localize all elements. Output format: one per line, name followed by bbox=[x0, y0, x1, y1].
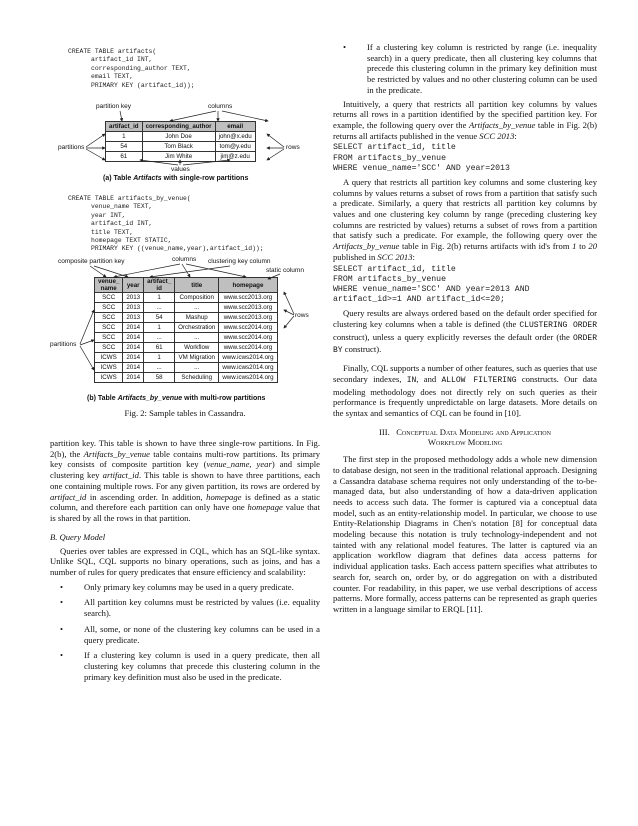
arrow-columns-a-3 bbox=[222, 111, 268, 121]
arrow-partitions-b-1 bbox=[80, 310, 94, 344]
table-cell: 2014 bbox=[123, 323, 144, 333]
table-cell: 2014 bbox=[123, 353, 144, 363]
figure-2 bbox=[50, 48, 320, 443]
table-cell: www.scc2014.org bbox=[219, 343, 277, 353]
arrow-partitions-b-3 bbox=[80, 346, 94, 370]
label-partitions-a: partitions bbox=[58, 144, 85, 151]
arrow-partition-key-a bbox=[120, 111, 122, 121]
label-rows-b: rows bbox=[295, 312, 309, 319]
table-cell: Orchestration bbox=[175, 323, 219, 333]
table-header-cell: email bbox=[215, 122, 255, 132]
table-cell: 2014 bbox=[123, 363, 144, 373]
subsection-query-model: B. Query Model bbox=[50, 531, 106, 542]
code-create-artifacts: CREATE TABLE artifacts( artifact_id INT, corresponding_author TEXT, email TEXT, PRIMARY KEY (artifact_id)); bbox=[68, 48, 195, 89]
table-cell: ICWS bbox=[95, 353, 123, 363]
arrow-rows-b-3 bbox=[284, 316, 294, 328]
right-paragraph-4: Finally, CQL supports a number of other features, such as queries that use secondary indexes, IN, and ALLOW FILTERING constructs. Our data modeling methodology does not directly rely on such queries as their performance is frequently unpredictable on large datasets. More details on the syntax and semantics of CQL can be found in [10]. bbox=[333, 363, 598, 418]
table-cell: ... bbox=[175, 363, 219, 373]
table-cell: Workflow bbox=[175, 343, 219, 353]
table-cell: 2014 bbox=[123, 343, 144, 353]
table-cell: SCC bbox=[95, 303, 123, 313]
table-cell: www.scc2013.org bbox=[219, 293, 277, 303]
arrow-values-a-3 bbox=[183, 160, 230, 165]
code-create-artifacts-by-venue: CREATE TABLE artifacts_by_venue( venue_name TEXT, year INT, artifact_id INT, title TEXT, homepage TEXT STATIC, PRIMARY KEY ((venue_name,year),artifact_id)); bbox=[68, 195, 264, 253]
table-cell: www.scc2013.org bbox=[219, 303, 277, 313]
table-cell: SCC bbox=[95, 343, 123, 353]
table-cell: Jim White bbox=[142, 152, 215, 162]
table-header-cell: corresponding_author bbox=[142, 122, 215, 132]
table-header-cell: year bbox=[123, 278, 144, 293]
table-cell: ... bbox=[144, 333, 175, 343]
table-cell: Tom Black bbox=[142, 142, 215, 152]
arrow-partitions-b-2 bbox=[80, 340, 94, 345]
table-cell: 58 bbox=[144, 373, 175, 383]
figure-arrows bbox=[50, 48, 320, 443]
query-rules-list bbox=[50, 582, 320, 683]
label-partition-key-a: partition key bbox=[96, 103, 132, 110]
bullet-item: • All partition key columns must be restricted by values (i.e. equality search). bbox=[60, 597, 320, 619]
table-cell: 1 bbox=[144, 323, 175, 333]
table-cell: 2013 bbox=[123, 293, 144, 303]
section-heading-iii: III. Conceptual Data Modeling and Application Workflow Modeling bbox=[379, 426, 551, 448]
table-cell: 1 bbox=[106, 132, 143, 142]
arrow-columns-a-1 bbox=[170, 111, 216, 121]
table-cell: www.icws2014.org bbox=[219, 373, 277, 383]
table-cell: www.icws2014.org bbox=[219, 363, 277, 373]
label-columns-a: columns bbox=[208, 103, 233, 110]
bullet-item: • If a clustering key column is restricted by range (i.e. inequality search) in a query predicate, then all clustering key columns that precede this clustering column in the primary key definition must be restricted by values and no other clustering column can be used in the predicate. bbox=[343, 42, 597, 95]
table-header-cell: artifact_ id bbox=[144, 278, 175, 293]
table-cell: Scheduling bbox=[175, 373, 219, 383]
left-paragraph-1: partition key. This table is shown to have three single-row partitions. In Fig. 2(b), the Artifacts_by_venue table contains multi-row partitions. Its primary key consists of composite partition key (venue_name, year) and simple clustering key artifact_id. This table is shown to have three partitions, each one containing multiple rows. For any given partition, its rows are ordered by artifact_id in ascending order. In addition, homepage is defined as a static column, and therefore each partition can only have one homepage value that is shared by all the rows in that partition. bbox=[50, 438, 321, 523]
table-cell: SCC bbox=[95, 313, 123, 323]
table-cell: 61 bbox=[144, 343, 175, 353]
table-cell: john@x.edu bbox=[215, 132, 255, 142]
bullet-item: • All, some, or none of the clustering key columns can be used in a query predicate. bbox=[60, 623, 320, 645]
table-cell: VM Migration bbox=[175, 353, 219, 363]
caption-table-b: (b) Table Artifacts_by_venue with multi-row partitions bbox=[87, 395, 266, 402]
table-cell: ... bbox=[144, 303, 175, 313]
table-cell: tom@y.edu bbox=[215, 142, 255, 152]
query-2: SELECT artifact_id, title FROM artifacts_by_venue WHERE venue_name='SCC' AND year=2013 AND artifact_id>=1 AND artifact_id<=20; bbox=[333, 264, 530, 305]
arrow-columns-b-2 bbox=[182, 264, 190, 277]
figure-caption: Fig. 2: Sample tables in Cassandra. bbox=[124, 408, 246, 418]
arrow-rows-a-3 bbox=[267, 149, 284, 160]
table-header-cell: homepage bbox=[219, 278, 277, 293]
table-cell: jim@z.edu bbox=[215, 152, 255, 162]
table-cell: 2014 bbox=[123, 333, 144, 343]
table-cell: 2014 bbox=[123, 373, 144, 383]
table-cell: ICWS bbox=[95, 363, 123, 373]
table-cell: SCC bbox=[95, 333, 123, 343]
right-column bbox=[333, 42, 597, 615]
left-paragraph-2: Queries over tables are expressed in CQL, which has an SQL-like syntax. Unlike SQL, CQL supports no binary operations, such as joins, and has a number of rules for query predicates that ensure efficiency and scalability: bbox=[50, 545, 320, 578]
table-cell: ... bbox=[175, 333, 219, 343]
arrow-rows-a-1 bbox=[267, 134, 284, 147]
bullet-item: • Only primary key columns may be used in a query predicate. bbox=[60, 581, 294, 592]
table-cell: 2013 bbox=[123, 303, 144, 313]
right-paragraph-1: Intuitively, a query that restricts all partition key columns by values returns all rows in a partition identified by the specified partition key. For example, the following query over the Artifacts_by_venue table in Fig. 2(b) returns all artifacts published in the venue SCC 2013: bbox=[333, 98, 597, 141]
label-partitions-b: partitions bbox=[50, 341, 77, 348]
right-paragraph-3: Query results are always ordered based on the default order specified for clustering key columns when a table is defined (the CLUSTERING ORDER construct), unless a query explicitly reverses the default order (the ORDER BY construct). bbox=[333, 308, 597, 356]
table-cell: www.scc2014.org bbox=[219, 323, 277, 333]
query-1: SELECT artifact_id, title FROM artifacts_by_venue WHERE venue_name='SCC' AND year=2013 bbox=[333, 143, 510, 173]
right-paragraph-5: The first step in the proposed methodology adds a whole new dimension to database design, not seen in the traditional relational approach. Designing a Cassandra database schema requires not only understanding of the to-be-managed data, but also understanding of how a data-driven application needs to access such data. The former is captured via a conceptual data model, such as an entity-relationship model. In particular, we choose to use Entity-Relationship Diagrams in Chen's notation [8] for conceptual data modeling because this notation is truly technology-independent and not tainted with any relational model features. The latter is captured via an application workflow diagram that defines data access patterns for individual application tasks. Each access pattern specifies what attributes to search for, search on, order by, or do aggregation on with a distributed counter. For readability, in this paper, we use verbal descriptions of access patterns. More formally, access patterns can be represented as graph queries written in a language similar to ERQL [11]. bbox=[333, 454, 597, 614]
table-cell: www.scc2014.org bbox=[219, 333, 277, 343]
label-columns-b: columns bbox=[172, 256, 197, 263]
table-cell: www.scc2013.org bbox=[219, 313, 277, 323]
arrow-columns-b-1 bbox=[114, 264, 180, 277]
table-cell: Mashup bbox=[175, 313, 219, 323]
arrow-static-column bbox=[268, 274, 280, 279]
label-values-a: values bbox=[171, 166, 190, 173]
table-cell: ... bbox=[144, 363, 175, 373]
table-header-cell: venue_ name bbox=[95, 278, 123, 293]
label-rows-a: rows bbox=[286, 144, 300, 151]
table-cell: ... bbox=[175, 303, 219, 313]
table-cell: John Doe bbox=[142, 132, 215, 142]
caption-table-a: (a) Table Artifacts with single-row partitions bbox=[103, 175, 249, 182]
label-clustering-key-column: clustering key column bbox=[208, 258, 271, 265]
right-paragraph-2: A query that restricts all partition key columns and some clustering key columns by values returns a subset of rows from a partition that satisfy such a predicate. Similarly, a query that restricts all partition key columns by values and one clustering key column by range (preceding clustering key columns are restricted by values) returns a subset of rows from a partition that satisfy such a predicate. For example, the following query over the Artifacts_by_venue table in Fig. 2(b) returns artifacts with id's from 1 to 20 published in SCC 2013: bbox=[333, 176, 597, 262]
table-cell: 54 bbox=[144, 313, 175, 323]
table-cell: ICWS bbox=[95, 373, 123, 383]
left-column bbox=[50, 438, 320, 687]
arrow-partitions-a-1 bbox=[86, 134, 105, 147]
table-cell: 2013 bbox=[123, 313, 144, 323]
bullet-item: • If a clustering key column is used in a query predicate, then all clustering key columns that precede this clustering column in the primary key definition must also be used in the predicate. bbox=[60, 650, 320, 682]
table-header-cell: artifact_id bbox=[106, 122, 143, 132]
table-cell: 54 bbox=[106, 142, 143, 152]
label-static-column: static column bbox=[266, 267, 304, 274]
arrow-partitions-a-3 bbox=[86, 149, 105, 160]
label-composite-partition-key: composite partition key bbox=[58, 258, 125, 265]
arrow-values-a-1 bbox=[140, 160, 178, 165]
table-cell: SCC bbox=[95, 293, 123, 303]
table-cell: 1 bbox=[144, 293, 175, 303]
table-cell: www.icws2014.org bbox=[219, 353, 277, 363]
table-cell: Composition bbox=[175, 293, 219, 303]
table-cell: 61 bbox=[106, 152, 143, 162]
right-bullet-list bbox=[333, 42, 597, 96]
table-cell: SCC bbox=[95, 323, 123, 333]
table-cell: 1 bbox=[144, 353, 175, 363]
table-header-cell: title bbox=[175, 278, 219, 293]
